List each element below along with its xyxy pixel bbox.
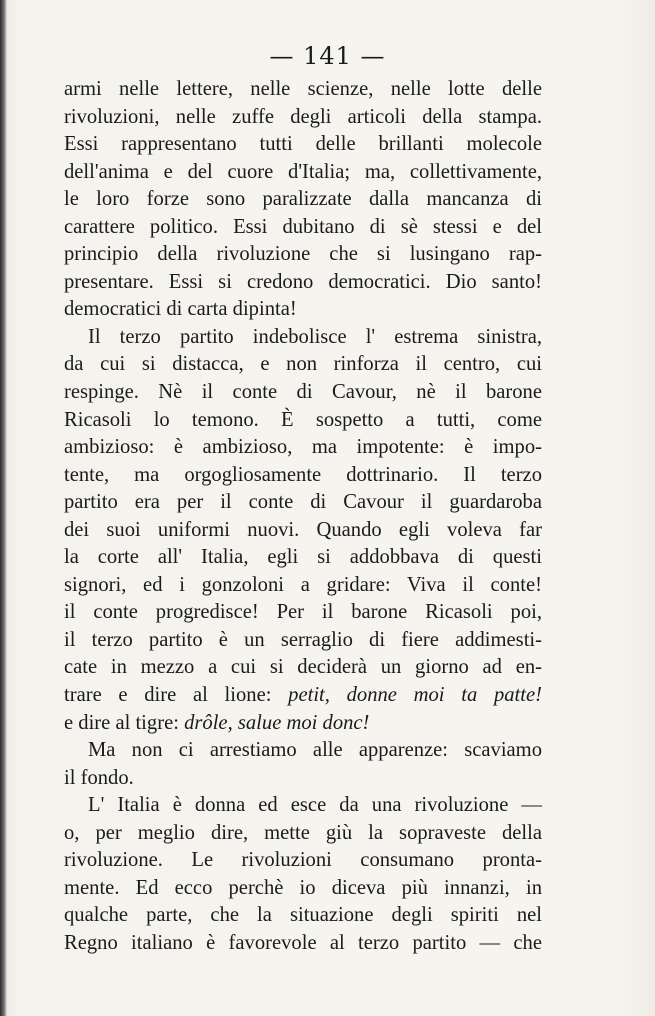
text-line [64,214,542,242]
text-line [64,379,542,407]
text-line-roman: il terzo partito è un serraglio di fiere addimesti- [64,628,542,651]
text-line [64,627,542,655]
text-line [64,654,542,682]
text-line [64,765,542,793]
body-text [64,76,542,958]
page-number: — 141 — [269,42,386,70]
text-line-roman: armi nelle lettere, nelle scienze, nelle lotte delle [64,78,542,100]
text-line [64,710,542,738]
text-line [64,902,542,930]
text-line [64,462,542,490]
text-line-roman: la corte all' Italia, egli si addobbava di questi [64,546,542,569]
text-line [64,434,542,462]
text-line [64,324,542,352]
text-line [64,682,542,710]
text-line [64,269,542,297]
text-line-roman: principio della rivoluzione che si lusingano rap- [64,243,542,266]
text-line [64,489,542,517]
text-line-roman: Regno italiano è favorevole al terzo partito — che [64,931,542,954]
text-line-roman: respinge. Nè il conte di Cavour, nè il barone [64,381,542,404]
text-line [64,296,542,324]
text-line [64,159,542,187]
text-line-roman: il conte progredisce! Per il barone Ricasoli poi, [64,601,542,624]
text-line-roman: qualche parte, che la situazione degli spiriti nel [64,904,542,927]
text-line-roman: Ma non ci arrestiamo alle apparenze: scaviamo [88,739,542,762]
text-line [64,737,542,765]
text-line-roman: o, per meglio dire, mette giù la sopraveste della [64,821,542,844]
text-line [64,820,542,848]
book-spine-shadow [0,0,7,1016]
text-line-roman: presentare. Essi si credono democratici. Dio santo! [64,270,542,293]
text-line [64,517,542,545]
text-line-roman: e dire al tigre: [64,711,179,734]
text-line [64,351,542,379]
text-line-roman: signori, ed i gonzoloni a gridare: Viva il conte! [64,573,542,596]
text-line [64,572,542,600]
text-line-roman: dei suoi uniformi nuovi. Quando egli voleva far [64,518,542,541]
text-line-roman: rivoluzioni, nelle zuffe degli articoli della stampa. [64,105,542,128]
text-line [64,407,542,435]
text-line [64,599,542,627]
text-line-roman: il fondo. [64,766,134,789]
text-line-roman: Ricasoli lo temono. È sospetto a tutti, come [64,408,542,431]
text-line-italic: petit, donne moi ta patte! [288,684,542,707]
text-line [64,241,542,269]
text-line-roman: mente. Ed ecco perchè io diceva più innanzi, in [64,876,542,899]
text-line-roman: Essi rappresentano tutti delle brillanti molecole [64,133,542,156]
text-line-roman: ambizioso: è ambizioso, ma impotente: è impo- [64,436,542,459]
text-line [64,847,542,875]
text-line [64,875,542,903]
text-line [64,792,542,820]
text-line-roman: carattere politico. Essi dubitano di sè stessi e del [64,215,542,238]
text-line [64,186,542,214]
text-line [64,104,542,132]
text-line [64,930,542,958]
text-line-roman: cate in mezzo a cui si deciderà un giorno ad en- [64,656,542,679]
text-line [64,544,542,572]
text-line-italic: drôle, salue moi donc! [184,711,370,734]
text-line-roman: tente, ma orgogliosamente dottrinario. Il terzo [64,463,542,486]
text-line-roman: democratici di carta dipinta! [64,298,297,321]
text-line [64,131,542,159]
text-line-roman: L' Italia è donna ed esce da una rivoluzione — [88,794,542,817]
text-line-roman: partito era per il conte di Cavour il guardaroba [64,491,542,514]
text-line-roman: rivoluzione. Le rivoluzioni consumano pronta- [64,849,542,872]
text-line-roman: trare e dire al lione: [64,684,272,707]
text-line-roman: dell'anima e del cuore d'Italia; ma, collettivamente, [64,160,542,183]
text-line-roman: da cui si distacca, e non rinforza il centro, cui [64,353,542,376]
text-line-roman: le loro forze sono paralizzate dalla mancanza di [64,188,542,211]
text-line [64,76,542,104]
text-line-roman: Il terzo partito indebolisce l' estrema sinistra, [88,325,542,348]
